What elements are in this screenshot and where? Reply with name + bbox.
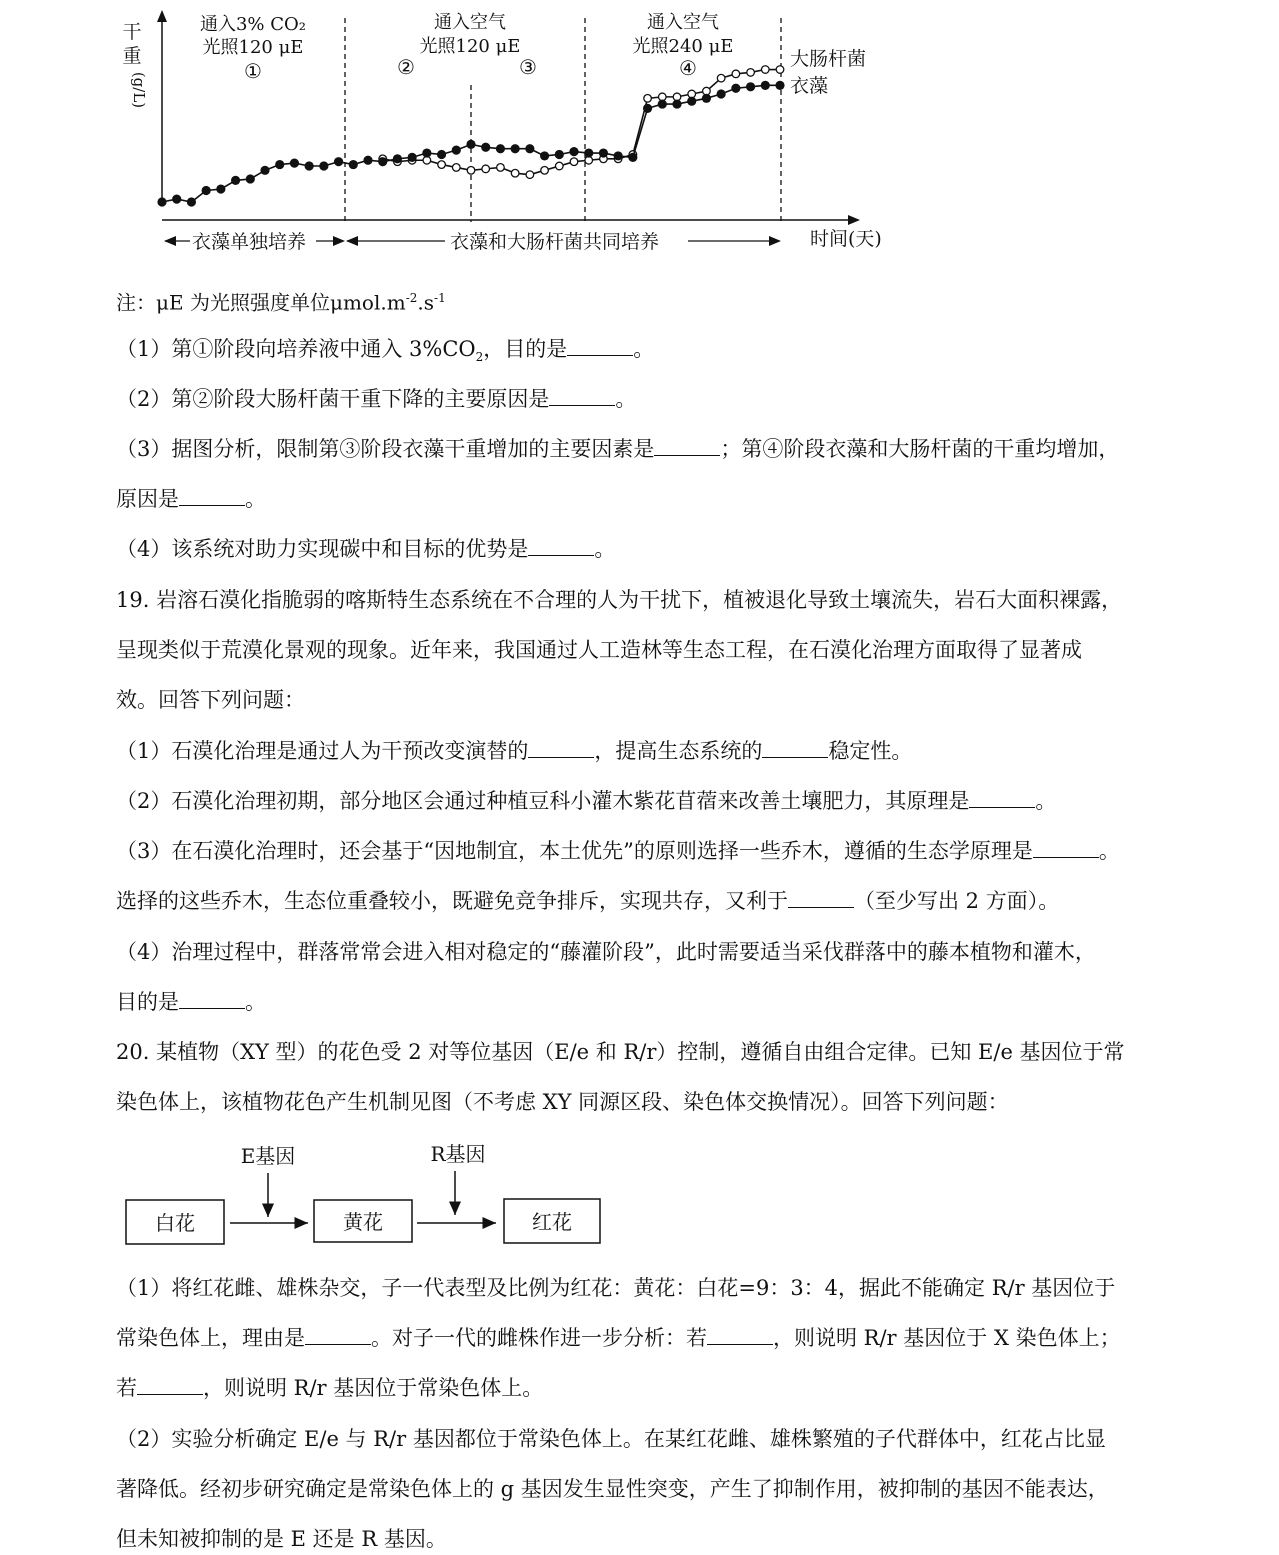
bottom-arrowhead (164, 236, 176, 246)
point-open (497, 164, 505, 172)
stage1-mark: ① (244, 59, 262, 83)
stage4-line2: 光照240 μE (632, 36, 734, 57)
bottom-label-2: 衣藻和大肠杆菌共同培养 (450, 231, 660, 253)
note-text: 注：μE 为光照强度单位μmol.m (116, 290, 406, 315)
bottom-arrowhead (346, 236, 358, 246)
point-open (570, 158, 578, 166)
q18-3-cont (116, 485, 1166, 513)
r-gene-label: R基因 (430, 1142, 486, 1166)
legend-ecoli: 大肠杆菌 (790, 48, 867, 70)
point-filled (408, 153, 417, 162)
y-label-zhong: 重 (122, 45, 142, 67)
dry-weight-chart (110, 0, 910, 270)
q20-2-line2: 著降低。经初步研究确定是常染色体上的 g 基因发生显性突变，产生了抑制作用，被抑制的基因不能表达， (116, 1477, 1109, 1501)
point-open (717, 74, 725, 82)
y-label-unit: (g/L) (130, 71, 148, 109)
answer-blank[interactable] (179, 988, 245, 1009)
q18-2-text: （2）第②阶段大肠杆菌干重下降的主要原因是 (116, 387, 550, 411)
point-filled (334, 157, 343, 166)
point-filled (378, 157, 387, 166)
stage4-line1: 通入空气 (647, 12, 719, 33)
stage4-mark: ④ (679, 56, 697, 80)
point-filled (422, 148, 431, 157)
q20-2: （2）实验分析确定 E/e 与 R/r 基因都位于常染色体上。在某红花雌、雄株繁殖的子代群体中，红花占比显 (116, 1427, 1106, 1451)
q20-1-text4: 若 (116, 1376, 137, 1400)
q18-1-text2: ，目的是 (483, 337, 568, 361)
q19-1-text2: ，提高生态系统的 (594, 739, 763, 763)
stage3-mark: ③ (519, 55, 537, 79)
answer-blank[interactable] (567, 335, 633, 356)
q20-1-cont2 (116, 1374, 1166, 1402)
q18-2 (116, 385, 1166, 413)
q19-3-end: 。 (1098, 839, 1120, 863)
bottom-label-1: 衣藻单独培养 (192, 231, 307, 253)
q19-1-end: 稳定性。 (828, 739, 913, 763)
point-filled (599, 148, 608, 157)
answer-blank[interactable] (549, 385, 615, 406)
q19-4-end: 。 (245, 990, 266, 1014)
q20-1-cont (116, 1324, 1166, 1352)
answer-blank[interactable] (969, 787, 1035, 808)
point-filled (290, 159, 299, 168)
q18-3-text2: ；第④阶段衣藻和大肠杆菌的干重均增加， (720, 437, 1120, 461)
point-filled (569, 147, 578, 156)
bottom-arrowhead (333, 236, 345, 246)
q19-3-cont (116, 887, 1166, 915)
q20-line2: 染色体上，该植物花色产生机制见图（不考虑 XY 同源区段、染色体交换情况）。回答下列问题： (116, 1090, 1009, 1114)
note-mid: .s (417, 290, 435, 315)
point-filled (172, 195, 181, 204)
point-filled (231, 176, 240, 185)
unit-note (116, 284, 1166, 317)
point-filled (496, 144, 505, 153)
bottom-arrowhead (769, 236, 781, 246)
answer-blank[interactable] (654, 435, 720, 456)
point-open (555, 162, 563, 170)
q18-1 (116, 335, 1166, 371)
answer-blank[interactable] (137, 1374, 203, 1395)
stage1-line2: 光照120 μE (202, 37, 304, 58)
q19-line3: 效。回答下列问题： (116, 688, 305, 712)
point-filled (761, 81, 770, 90)
answer-blank[interactable] (305, 1324, 371, 1345)
red-flower-label: 红花 (532, 1210, 572, 1234)
y-label-gan: 干 (122, 21, 142, 43)
stage23-line1: 通入空气 (434, 12, 506, 33)
q20-1-text3: ，则说明 R/r 基因位于 X 染色体上； (773, 1326, 1121, 1350)
point-open (761, 66, 769, 74)
point-filled (702, 94, 711, 103)
q19-4-cont (116, 988, 1166, 1016)
q18-3-text3: 原因是 (116, 487, 179, 511)
note-sup1: -2 (405, 291, 418, 305)
point-open (526, 171, 534, 179)
point-open (511, 169, 519, 177)
point-filled (157, 197, 166, 206)
q19-2 (116, 787, 1166, 815)
point-filled (452, 146, 461, 155)
point-open (732, 70, 740, 78)
point-filled (466, 140, 475, 149)
point-filled (628, 153, 637, 162)
point-filled (584, 148, 593, 157)
q19-1 (116, 737, 1166, 765)
q19-line1: 19. 岩溶石漠化指脆弱的喀斯特生态系统在不合理的人为干扰下，植被退化导致土壤流失，岩石大面积裸露， (116, 588, 1123, 612)
point-filled (305, 161, 314, 170)
point-filled (672, 99, 681, 108)
q18-1-end: 。 (633, 337, 655, 361)
legend-algae: 衣藻 (790, 75, 829, 97)
q18-3-end: 。 (245, 487, 266, 511)
point-filled (614, 151, 623, 160)
q18-1-text: （1）第①阶段向培养液中通入 3%CO (116, 337, 476, 361)
q19-4: （4）治理过程中，群落常常会进入相对稳定的“藤灌阶段”，此时需要适当采伐群落中的藤本植物和灌木， (116, 940, 1096, 964)
point-filled (731, 84, 740, 93)
q18-3 (116, 435, 1166, 463)
white-flower-label: 白花 (155, 1211, 195, 1235)
point-filled (746, 82, 755, 91)
q18-1-sub: 2 (475, 350, 484, 365)
point-open (482, 165, 490, 173)
e-gene-label: E基因 (240, 1144, 296, 1168)
q19-3-text: （3）在石漠化治理时，还会基于“因地制宜，本土优先”的原则选择一些乔木，遵循的生态学原理是 (116, 839, 1033, 863)
point-filled (717, 89, 726, 98)
q20-2-line3: 但未知被抑制的是 E 还是 R 基因。 (116, 1527, 447, 1551)
yellow-flower-label: 黄花 (343, 1210, 383, 1234)
q18-4 (116, 535, 1166, 563)
q20-line1: 20. 某植物（XY 型）的花色受 2 对等位基因（E/e 和 R/r）控制，遵循自由组合定律。已知 E/e 基因位于常 (116, 1040, 1125, 1064)
q19-4-text: 目的是 (116, 990, 179, 1014)
point-filled (525, 144, 534, 153)
q20-1-text: 常染色体上，理由是 (116, 1326, 305, 1350)
q19-line2: 呈现类似于荒漠化景观的现象。近年来，我国通过人工造林等生态工程，在石漠化治理方面取得了显著成 (116, 638, 1082, 662)
answer-blank[interactable] (762, 737, 828, 758)
q19-3-end2: （至少写出 2 方面）。 (854, 889, 1060, 913)
point-filled (319, 161, 328, 170)
point-open (776, 66, 784, 74)
stage2-mark: ② (397, 55, 415, 79)
point-open (747, 69, 755, 77)
y-axis-arrow (157, 10, 167, 22)
point-filled (202, 186, 211, 195)
flower-color-pathway (120, 1135, 620, 1255)
answer-blank[interactable] (528, 737, 594, 758)
point-filled (687, 97, 696, 106)
answer-blank[interactable] (1033, 837, 1099, 858)
point-filled (260, 166, 269, 175)
q19-2-end: 。 (1035, 789, 1057, 813)
point-filled (363, 156, 372, 165)
point-filled (775, 81, 784, 90)
stage1-line1: 通入3% CO₂ (199, 14, 307, 35)
point-open (438, 161, 446, 169)
point-open (541, 167, 549, 175)
point-open (452, 164, 460, 172)
point-filled (349, 160, 358, 169)
point-filled (643, 104, 652, 113)
stage23-line2: 光照120 μE (419, 36, 521, 57)
y-axis-label (122, 21, 148, 108)
q18-3-text: （3）据图分析，限制第③阶段衣藻干重增加的主要因素是 (116, 437, 655, 461)
x-axis-arrow (848, 215, 860, 225)
point-filled (658, 99, 667, 108)
answer-blank[interactable] (528, 535, 594, 556)
note-sup2: -1 (434, 291, 446, 305)
q19-1-text: （1）石漠化治理是通过人为干预改变演替的 (116, 739, 529, 763)
point-open (644, 95, 652, 103)
q19-2-text: （2）石漠化治理初期，部分地区会通过种植豆科小灌木紫花苜蓿来改善土壤肥力，其原理是 (116, 789, 970, 813)
point-filled (540, 151, 549, 160)
point-filled (393, 154, 402, 163)
point-filled (246, 174, 255, 183)
point-filled (481, 143, 490, 152)
q18-4-end: 。 (594, 537, 616, 561)
q18-2-end: 。 (615, 387, 637, 411)
q19-3-text2: 选择的这些乔木，生态位重叠较小，既避免竞争排斥，实现共存，又利于 (116, 889, 788, 913)
point-filled (216, 184, 225, 193)
point-filled (437, 150, 446, 159)
answer-blank[interactable] (788, 887, 854, 908)
point-filled (555, 150, 564, 159)
q19-3 (116, 837, 1166, 865)
answer-blank[interactable] (179, 485, 245, 506)
point-filled (511, 144, 520, 153)
x-axis-label: 时间(天) (810, 228, 882, 250)
point-open (467, 167, 475, 175)
q20-1-end: ，则说明 R/r 基因位于常染色体上。 (203, 1376, 544, 1400)
q18-4-text: （4）该系统对助力实现碳中和目标的优势是 (116, 537, 529, 561)
answer-blank[interactable] (707, 1324, 773, 1345)
q20-1: （1）将红花雌、雄株杂交，子一代表型及比例为红花：黄花：白花=9：3：4，据此不能确定 R/r 基因位于 (116, 1276, 1116, 1300)
q20-1-text2: 。对子一代的雌株作进一步分析：若 (371, 1326, 707, 1350)
point-filled (275, 160, 284, 169)
point-filled (187, 197, 196, 206)
